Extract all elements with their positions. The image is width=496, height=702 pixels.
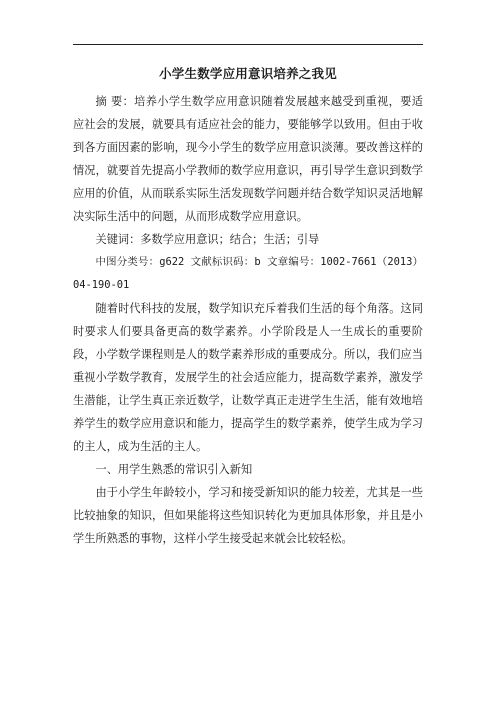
section-paragraph: 由于小学生年龄较小，学习和接受新知识的能力较差，尤其是一些比较抽象的知识，但如果能将这些知识转化为更加具体形象，并且是小学生所熟悉的事物，这样小学生接受起来就会比较轻松。 — [73, 486, 423, 545]
header-rule — [73, 44, 423, 45]
abstract-paragraph: 摘 要：培养小学生数学应用意识随着发展越来越受到重视，要适应社会的发展，就要具有适应社会的能力，要能够学以致用。但由于收到各方面因素的影响，现今小学生的数学应用意识淡薄。要改善这样的情况，就要首先提高小学教师的数学应用意识，再引导学生意识到数学应用的价值，从而联系实际生活发现数学问题并结合数学知识灵活地解决实际生活中的问题，从而形成数学应用意识。 — [73, 95, 423, 223]
intro-paragraph: 随着时代科技的发展，数学知识充斥着我们生活的每个角落。这同时要求人们要具备更高的数学素养。小学阶段是人一生成长的重要阶段，小学数学课程则是人的数学素养形成的重要成分。所以，我们应当重视小学数学教育，发展学生的社会适应能力，提高数学素养，激发学生潜能，让学生真正亲近数学，让数学真正走进学生生活，能有效地培养学生的数学应用意识和能力，提高学生的数学素养，使学生成为学习的主人，成为生活的主人。 — [73, 302, 423, 453]
article-title: 小学生数学应用意识培养之我见 — [159, 66, 337, 81]
article-body — [73, 90, 423, 550]
keywords-paragraph: 关键词：多数学应用意识；结合；生活；引导 — [95, 233, 320, 246]
classification-paragraph: 中图分类号：g622 文献标识码：b 文章编号：1002-7661（2013）04-190-01 — [73, 256, 423, 291]
section-heading: 一、用学生熟悉的常识引入新知 — [95, 463, 253, 476]
